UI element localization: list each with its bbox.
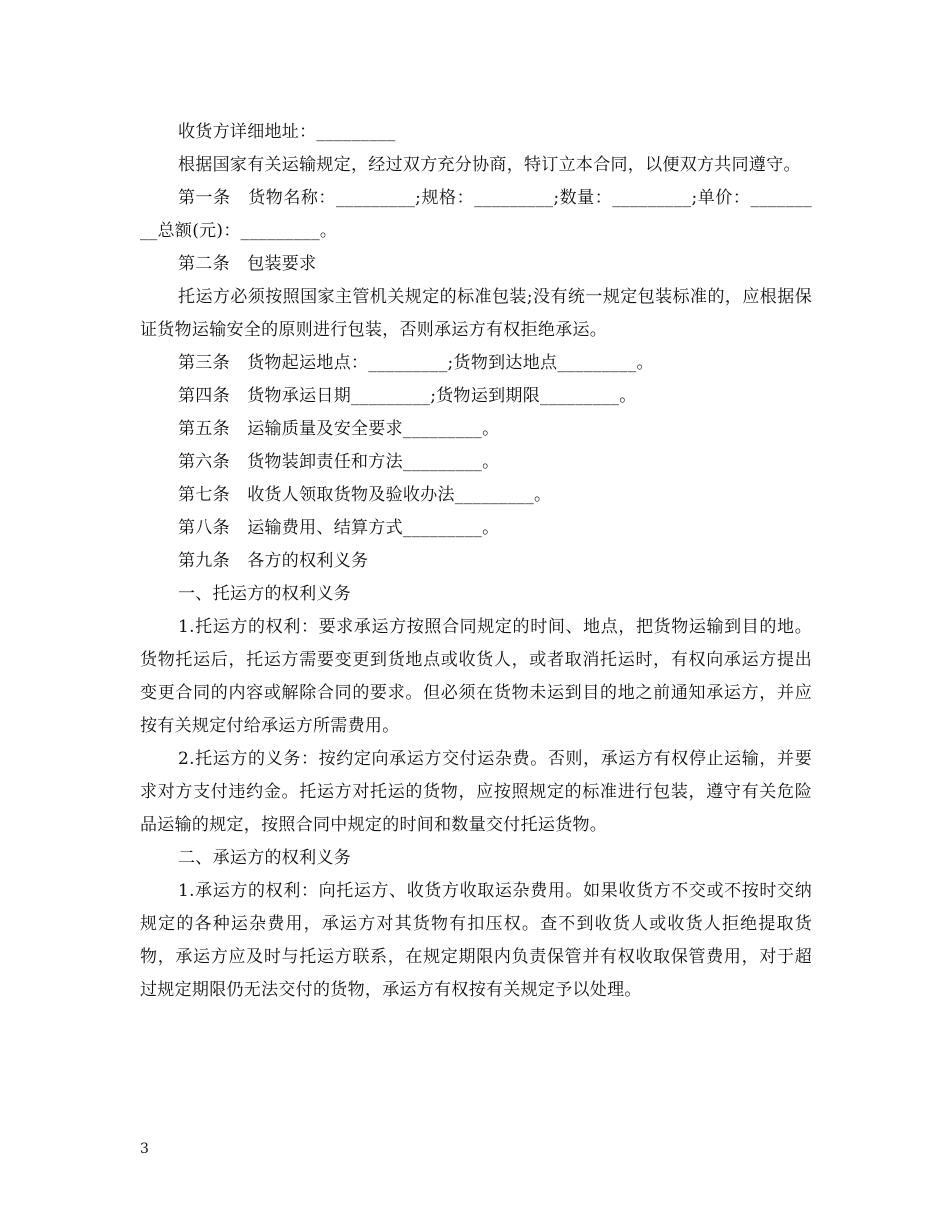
paragraph-article-1: 第一条 货物名称：_________;规格：_________;数量：_________;单价：_________总额(元)：_________。 bbox=[140, 188, 812, 241]
paragraph-preamble: 根据国家有关运输规定，经过双方充分协商，特订立本合同，以便双方共同遵守。 bbox=[178, 155, 801, 175]
paragraph-article-5: 第五条 运输质量及安全要求_________。 bbox=[178, 419, 500, 439]
page-number: 3 bbox=[140, 1141, 149, 1157]
paragraph-consignee-address: 收货方详细地址：_________ bbox=[178, 122, 396, 142]
paragraph-article-8: 第八条 运输费用、结算方式_________。 bbox=[178, 518, 500, 538]
paragraph-article-2: 第二条 包装要求 bbox=[178, 254, 317, 274]
paragraph-carrier-rights: 1.承运方的权利：向托运方、收货方收取运杂费用。如果收货方不交或不按时交纳规定的各种运杂费用，承运方对其货物有扣压权。查不到收货人或收货人拒绝提取货物，承运方应及时与托运方联系，在规定期限内负责保管并有权收取保管费用，对于超过规定期限仍无法交付的货物，承运方有权按有关规定予以处理。 bbox=[140, 881, 812, 1000]
paragraph-article-4: 第四条 货物承运日期_________;货物运到期限_________。 bbox=[178, 386, 637, 406]
document-body bbox=[140, 116, 812, 1007]
paragraph-shipper-obligations: 2.托运方的义务：按约定向承运方交付运杂费。否则，承运方有权停止运输，并要求对方支付违约金。托运方对托运的货物，应按照规定的标准进行包装，遵守有关危险品运输的规定，按照合同中规定的时间和数量交付托运货物。 bbox=[140, 749, 812, 835]
paragraph-article-7: 第七条 收货人领取货物及验收办法_________。 bbox=[178, 485, 552, 505]
paragraph-article-3: 第三条 货物起运地点：_________;货物到达地点_________。 bbox=[178, 353, 654, 373]
paragraph-article-9: 第九条 各方的权利义务 bbox=[178, 551, 369, 571]
heading-shipper-duties: 一、托运方的权利义务 bbox=[178, 584, 351, 604]
paragraph-shipper-rights: 1.托运方的权利：要求承运方按照合同规定的时间、地点，把货物运输到目的地。货物托运后，托运方需要变更到货地点或收货人，或者取消托运时，有权向承运方提出变更合同的内容或解除合同的要求。但必须在货物未运到目的地之前通知承运方，并应按有关规定付给承运方所需费用。 bbox=[140, 617, 812, 736]
paragraph-packaging: 托运方必须按照国家主管机关规定的标准包装;没有统一规定包装标准的，应根据保证货物运输安全的原则进行包装，否则承运方有权拒绝承运。 bbox=[140, 287, 812, 340]
heading-carrier-duties: 二、承运方的权利义务 bbox=[178, 848, 351, 868]
paragraph-article-6: 第六条 货物装卸责任和方法_________。 bbox=[178, 452, 500, 472]
